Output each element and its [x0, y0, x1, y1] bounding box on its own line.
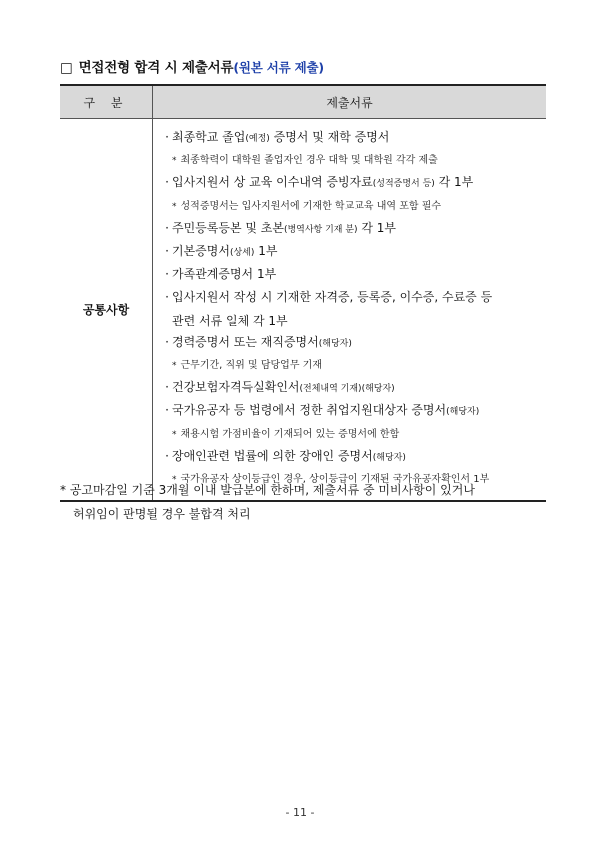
list-item: [162, 446, 537, 469]
list-item: [162, 332, 537, 355]
documents-list: [154, 120, 545, 499]
list-item-qualifier: (병역사항 기재 분): [283, 224, 358, 235]
bullet-dot-icon: ·: [165, 448, 169, 463]
list-item: [162, 241, 537, 264]
list-item-qualifier: (상세): [229, 248, 255, 259]
list-item-qualifier: (해당자): [446, 407, 480, 418]
footnote-text-1: 공고마감일 기준 3개월 이내 발급분에 한하며, 제출서류 중 미비사항이 있거나: [69, 483, 475, 497]
bullet-dot-icon: ·: [165, 220, 169, 235]
list-item-note: [162, 150, 537, 172]
list-item: [162, 264, 537, 287]
list-item-note: [162, 424, 537, 446]
bullet-dot-icon: ·: [165, 267, 169, 282]
section-title: 면접전형 합격 시 제출서류: [78, 60, 234, 76]
note-text: 국가유공자 상이등급인 경우, 상이등급이 기재된 국가유공자확인서 1부: [180, 474, 490, 486]
footnote-line-2: 허위임이 판명될 경우 불합격 처리: [73, 507, 251, 521]
bullet-dot-icon: ·: [165, 380, 169, 395]
list-item-text: 건강보험자격득실확인서: [172, 380, 300, 395]
list-item: [162, 172, 537, 195]
bullet-dot-icon: ·: [165, 334, 169, 349]
list-item-text: 최종학교 졸업: [172, 130, 246, 144]
footnote-line-1: [60, 478, 560, 502]
checkbox-square-icon: □: [60, 60, 73, 76]
note-asterisk-icon: *: [172, 201, 177, 212]
list-item-continuation: 관련 서류 일체 각 1부: [172, 313, 288, 328]
list-item-text: 경력증명서 또는 재직증명서: [172, 334, 319, 349]
list-item-suffix: 1부: [254, 244, 278, 259]
table-row: [60, 119, 546, 502]
list-item-text: 가족관계증명서 1부: [172, 267, 277, 282]
list-item-qualifier: (전체내역 기재)(해당자): [299, 384, 395, 395]
list-item: [162, 218, 537, 241]
bullet-dot-icon: ·: [165, 244, 169, 259]
list-item: [162, 127, 537, 150]
note-asterisk-icon: *: [172, 361, 177, 372]
list-item-qualifier: (해당자): [318, 338, 352, 349]
bullet-dot-icon: ·: [165, 290, 169, 305]
footnote: [60, 478, 560, 526]
list-item-suffix: 증명서 및 재학 증명서: [269, 130, 390, 144]
note-text: 채용시험 가점비율이 기재되어 있는 증명서에 한함: [180, 428, 400, 440]
note-asterisk-icon: *: [172, 156, 177, 167]
list-item: [162, 400, 537, 423]
list-item-note: [162, 355, 537, 377]
note-asterisk-icon: *: [172, 475, 177, 486]
list-item-qualifier: (해당자): [372, 452, 406, 463]
note-text: 최종학력이 대학원 졸업자인 경우 대학 및 대학원 각각 제출: [180, 155, 438, 167]
page-number: - 11 -: [285, 806, 315, 819]
list-item-qualifier: (예정): [245, 134, 270, 144]
list-item-note: [162, 196, 537, 218]
note-text: 성적증명서는 입사지원서에 기재한 학교교육 내역 포함 필수: [180, 200, 442, 212]
table-header-row: [60, 85, 546, 119]
documents-table: [60, 84, 546, 502]
list-item: [162, 377, 537, 400]
list-item-text: 입사지원서 작성 시 기재한 자격증, 등록증, 이수증, 수료증 등: [172, 290, 493, 305]
bullet-dot-icon: ·: [165, 403, 169, 418]
header-documents: 제출서류: [153, 85, 547, 119]
note-text: 근무기간, 직위 및 담당업무 기재: [180, 360, 322, 372]
footnote-mark: *: [60, 483, 66, 497]
list-item-suffix: 각 1부: [357, 220, 397, 235]
section-heading: [60, 56, 324, 76]
list-item-text: 국가유공자 등 법령에서 정한 취업지원대상자 증명서: [172, 403, 447, 418]
section-title-note: (원본 서류 제출): [233, 60, 324, 75]
note-asterisk-icon: *: [172, 429, 177, 440]
bullet-dot-icon: ·: [165, 130, 169, 144]
bullet-dot-icon: ·: [165, 175, 169, 190]
header-category: 구 분: [60, 85, 153, 119]
category-cell: 공통사항: [60, 119, 153, 502]
list-item-qualifier: (성적증명서 등): [372, 179, 435, 190]
documents-cell: [153, 119, 547, 502]
list-item-text: 장애인관련 법률에 의한 장애인 증명서: [172, 448, 373, 463]
list-item-text: 입사지원서 상 교육 이수내역 증빙자료: [172, 175, 373, 190]
list-item: [162, 287, 537, 310]
list-item-text: 주민등록등본 및 초본: [172, 220, 284, 235]
list-item-text: 기본증명서: [172, 244, 230, 259]
list-item-suffix: 각 1부: [434, 175, 474, 190]
